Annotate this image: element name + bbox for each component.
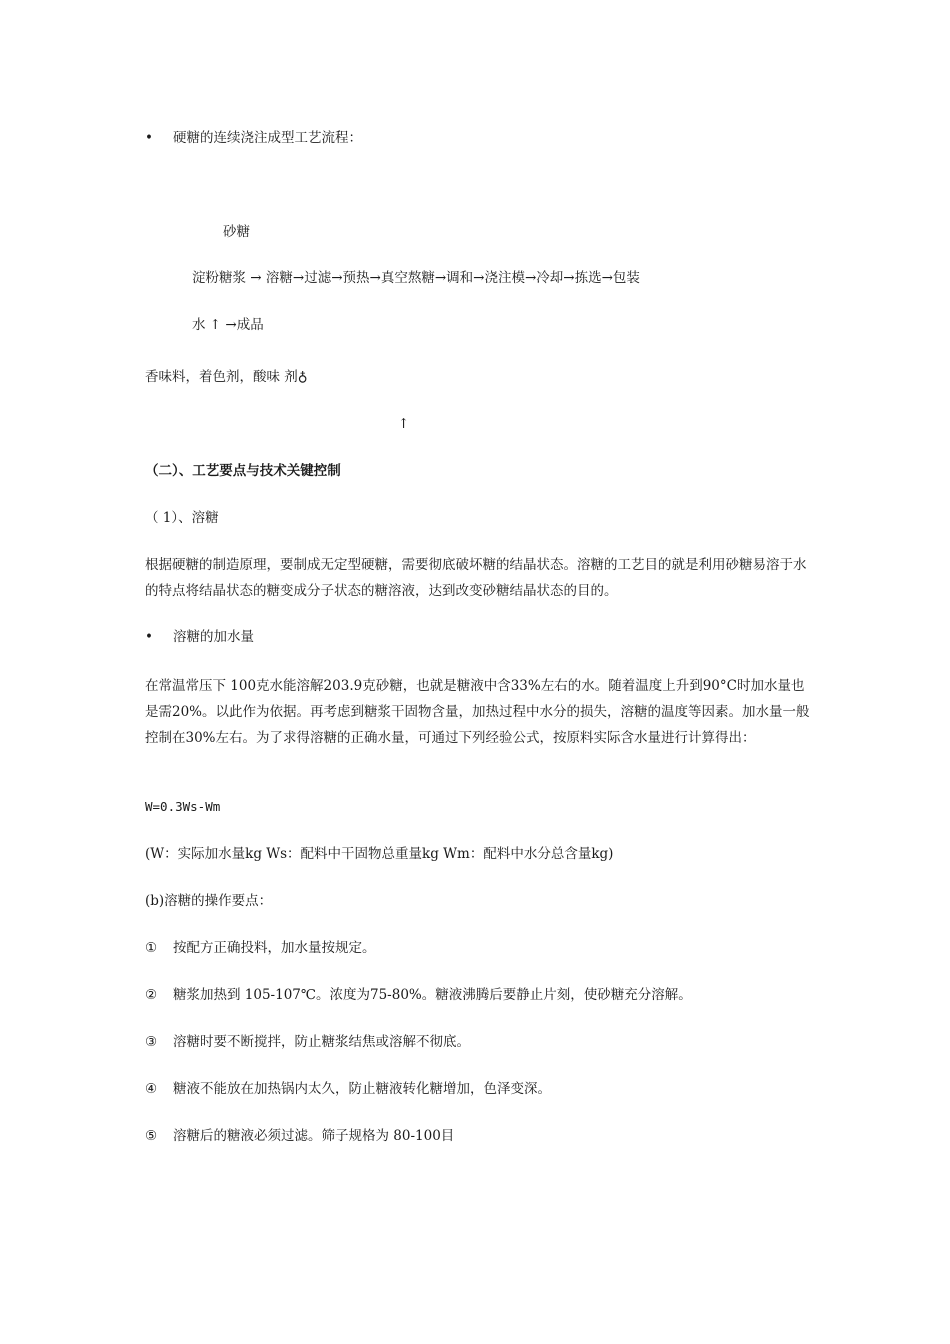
list-item-marker: ③ <box>145 1034 158 1050</box>
flow-additives-line: 香味料，着色剂，酸味 剂♁ <box>145 369 308 385</box>
list-item: 溶糖时要不断搅拌，防止糖浆结焦或溶解不彻底。 <box>173 1034 470 1050</box>
list-item: 按配方正确投料，加水量按规定。 <box>173 940 376 956</box>
list-item-marker: ① <box>145 940 158 956</box>
formula: W=0.3Ws-Wm <box>145 799 221 814</box>
flow-sugar-label: 砂糖 <box>223 224 250 240</box>
flow-up-arrow: ↑ <box>398 416 410 432</box>
list-item: 糖浆加热到 105-107℃。浓度为75-80%。糖液沸腾后要静止片刻，使砂糖充分溶解。 <box>173 987 692 1003</box>
list-item-marker: ⑤ <box>145 1128 158 1144</box>
flow-main-line: 淀粉糖浆 → 溶糖→过滤→预热→真空熬糖→调和→浇注模→冷却→拣选→包装 <box>192 270 640 286</box>
list-item: 溶糖后的糖液必须过滤。筛子规格为 80-100目 <box>173 1128 455 1144</box>
flow-water-line: 水 ↑ →成品 <box>192 317 264 333</box>
list-item-marker: ② <box>145 987 158 1003</box>
section-heading: （二）、工艺要点与技术关键控制 <box>145 463 341 479</box>
formula-legend: (W：实际加水量kg Ws：配料中干固物总重量kg Wm：配料中水分总含量kg) <box>145 846 614 862</box>
operation-heading: (b)溶糖的操作要点： <box>145 893 273 909</box>
bullet-marker: • <box>145 130 153 146</box>
water-heading: 溶糖的加水量 <box>173 629 254 645</box>
flow-heading: 硬糖的连续浇注成型工艺流程： <box>173 130 362 146</box>
intro-paragraph: 根据硬糖的制造原理，要制成无定型硬糖，需要彻底破坏糖的结晶状态。溶糖的工艺目的就是利用砂糖易溶于水的特点将结晶状态的糖变成分子状态的糖溶液，达到改变砂糖结晶状态的目的。 <box>145 557 807 599</box>
bullet-marker: • <box>145 629 153 645</box>
list-item-marker: ④ <box>145 1081 158 1097</box>
water-paragraph: 在常温常压下 100克水能溶解203.9克砂糖，也就是糖液中含33%左右的水。随着温度上升到90°C时加水量也是需20%。以此作为依据。再考虑到糖浆干固物含量，加热过程中水分的损失，溶糖的温度等因素。加水量一般控制在30%左右。为了求得溶糖的正确水量，可通过下列经验公式，按原料实际含水量进行计算得出： <box>145 678 810 746</box>
subsection-heading: （ 1）、溶糖 <box>145 510 219 526</box>
list-item: 糖液不能放在加热锅内太久，防止糖液转化糖增加，色泽变深。 <box>173 1081 551 1097</box>
